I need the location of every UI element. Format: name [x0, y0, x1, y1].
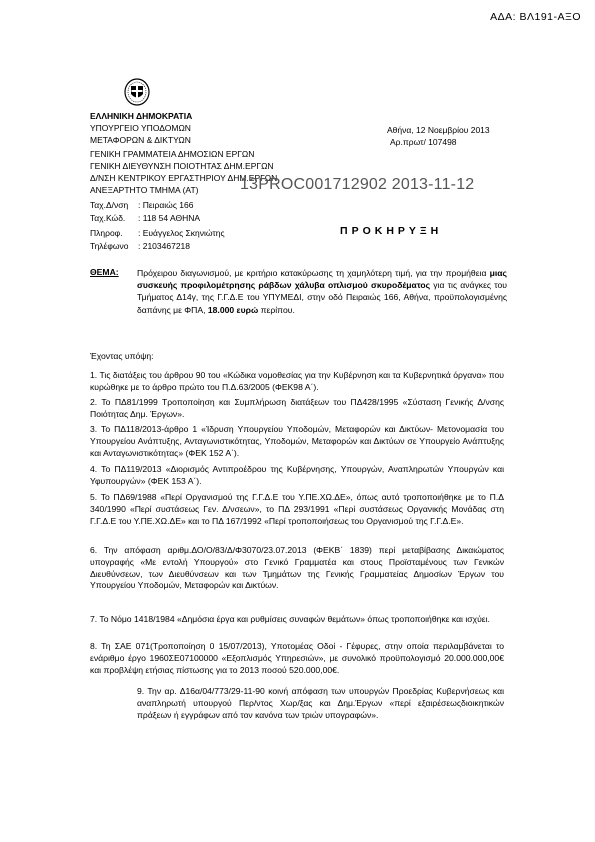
header-ministry: ΥΠΟΥΡΓΕΙΟ ΥΠΟΔΟΜΩΝ	[90, 123, 191, 133]
info-value: : Ευάγγελος Σκηνιώτης	[138, 228, 225, 238]
header-republic: ΕΛΛΗΝΙΚΗ ΔΗΜΟΚΡΑΤΙΑ	[90, 111, 193, 121]
info-line	[90, 228, 225, 238]
header-general-directorate: ΓΕΝΙΚΗ ΔΙΕΥΘΥΝΣΗ ΠΟΙΟΤΗΤΑΣ ΔΗΜ.ΕΡΓΩΝ	[90, 161, 274, 171]
subject-part-3: περίπου.	[258, 304, 295, 315]
header-directorate: Δ/ΝΣΗ ΚΕΝΤΡΙΚΟΥ ΕΡΓΑΣΤΗΡΙΟΥ ΔΗΜ.ΕΡΓΩΝ	[90, 173, 278, 183]
address-line	[90, 200, 193, 210]
list-item-5: 5. Το ΠΔ69/1988 «Περί Οργανισμού της Γ.Γ.Δ.Ε του Υ.ΠΕ.ΧΩ.ΔΕ», όπως αυτό τροποποιήθηκε με το Π.Δ 340/1990 «Περί συστάσεως Γεν. Δ/νσεων», το ΠΔ 293/1991 «Περί συστάσεως Οργανικής Μονάδας στη Γ.Γ.Δ.Ε του Υ.ΠΕ.ΧΩ.ΔΕ» και το ΠΔ 167/1992 «Περί τροποποιήσεως του Οργανισμού της Γ.Γ.Δ.Ε».	[90, 492, 504, 526]
info-key: Πληροφ.	[90, 228, 123, 238]
postcode-line	[90, 213, 200, 223]
header-department: ΑΝΕΞΑΡΤΗΤΟ ΤΜΗΜΑ (ΑΤ)	[90, 185, 199, 195]
address-value: : Πειραιώς 166	[138, 200, 194, 210]
subject-label: ΘΕΜΑ:	[90, 267, 119, 277]
list-item-8: 8. Τη ΣΑΕ 071(Τροποποίηση 0 15/07/2013), Υποτομέας Οδοί - Γέφυρες, στην οποία περιλαμβάνεται το ενάριθμο έργο 1960ΣΕ07100000 «Εξοπλισμός Υπηρεσιών», με συνολικό προϋπολογισμό 20.000.000,00€ και προβλέψη ετήσιας πίστωσης για το 2013 ποσού 520.000,00€.	[90, 641, 504, 675]
phone-value: : 2103467218	[138, 241, 190, 251]
list-item-1: 1. Τις διατάξεις του άρθρου 90 του «Κώδικα νομοθεσίας για την Κυβέρνηση και τα Κυβερνητικά όργανα» που κυρώθηκε με το άρθρο πρώτο του Π.Δ.63/2005 (ΦΕΚ98 Α΄).	[90, 370, 504, 392]
document-title: ΠΡΟΚΗΡΥΞΗ	[340, 225, 443, 237]
address-key: Ταχ.Δ/νση	[90, 200, 129, 210]
protocol-number: Αρ.πρωτ/ 107498	[390, 137, 457, 147]
subject-part-2: για τις ανάγκες του Τμήματος Δ14γ, της Γ.Γ.Δ.Ε του ΥΠΥΜΕΔΙ, στην οδό Πειραιώς 166, Αθήνα, προϋπολογισμένης δαπάνης με ΦΠΑ,	[137, 280, 507, 315]
list-item-3: 3. Το ΠΔ118/2013-άρθρο 1 «Ίδρυση Υπουργείου Υποδομών, Μεταφορών και Δικτύων- Μετονομασία του Υπουργείου Ανάπτυξης, Ανταγωνιστικότητας, Υποδομών, Μεταφορών και Δικτύων σε Υπουργείο Ανάπτυξης και Ανταγωνιστικότητας» (ΦΕΚ 152 Α΄).	[90, 424, 504, 458]
list-item-2: 2. Το ΠΔ81/1999 Τροποποίηση και Συμπλήρωση διατάξεων του ΠΔ428/1995 «Σύσταση Γενικής Δ/νσης Ποιότητας Δημ. Έργων».	[90, 397, 504, 419]
list-item-9: 9. Την αρ. Δ16α/04/773/29-11-90 κοινή απόφαση των υπουργών Προεδρίας Κυβερνήσεως και αναπληρωτή υπουργού Περ/ντος Χωρ/ξας και Δημ.Έργων «περί εξαιρέσεωςδιοικητικών πράξεων ή εγγράφων από τον κανόνα των τριών υπογραφών».	[137, 686, 504, 720]
ada-code: ΑΔΑ: ΒΛ191-ΑΞΟ	[490, 11, 581, 23]
list-item-4: 4. Το ΠΔ119/2013 «Διορισμός Αντιπροέδρου της Κυβέρνησης, Υπουργών, Αναπληρωτών Υπουργών και Υφυπουργών» (ΦΕΚ 153 Α΄).	[90, 464, 504, 486]
phone-key: Τηλέφωνο	[90, 241, 129, 251]
subject-text	[137, 267, 507, 316]
list-item-7: 7. Το Νόμο 1418/1984 «Δημόσια έργα και ρυθμίσεις συναφών θεμάτων» όπως τροποποιήθηκε και ισχύει.	[90, 614, 490, 624]
phone-line	[90, 241, 190, 251]
greek-emblem-icon	[123, 76, 151, 106]
subject-part-1: Πρόχειρου διαγωνισμού, με κριτήριο κατακύρωσης τη χαμηλότερη τιμή, για την προμήθεια	[137, 268, 490, 278]
postcode-value: : 118 54 ΑΘΗΝΑ	[138, 213, 201, 223]
registry-stamp: 13PROC001712902 2013-11-12	[240, 176, 475, 193]
header-ministry-2: ΜΕΤΑΦΟΡΩΝ & ΔΙΚΤΥΩΝ	[90, 135, 191, 145]
postcode-key: Ταχ.Κώδ.	[90, 213, 126, 223]
header-general-secretariat: ΓΕΝΙΚΗ ΓΡΑΜΜΑΤΕΙΑ ΔΗΜΟΣΙΩΝ ΕΡΓΩΝ	[90, 149, 255, 159]
subject-amount-bold: 18.000 ευρώ	[207, 304, 259, 315]
subject-item-bold: μιας συσκευής προφιλομέτρησης ράβδων χάλυβα οπλισμού σκυροδέματος	[137, 268, 507, 291]
having-in-mind-label: Έχοντας υπόψη:	[90, 351, 154, 361]
list-item-6: 6. Την απόφαση αριθμ.ΔΟ/Ο/83/Δ/Φ3070/23.07.2013 (ΦΕΚΒ΄ 1839) περί μεταβίβασης Δικαιώματος υπογραφής «Με εντολή Υπουργού» στο Γενικό Γραμματέα και στους Προϊσταμένους των Γενικών Διευθύνσεων, των Διευθύνσεων και των Τμημάτων της Γενικής Γραμματείας Δημοσίων Έργων του Υπουργείου Υποδομών, Μεταφορών και Δικτύων.	[90, 545, 504, 591]
document-date: Αθήνα, 12 Νοεμβρίου 2013	[387, 125, 490, 135]
